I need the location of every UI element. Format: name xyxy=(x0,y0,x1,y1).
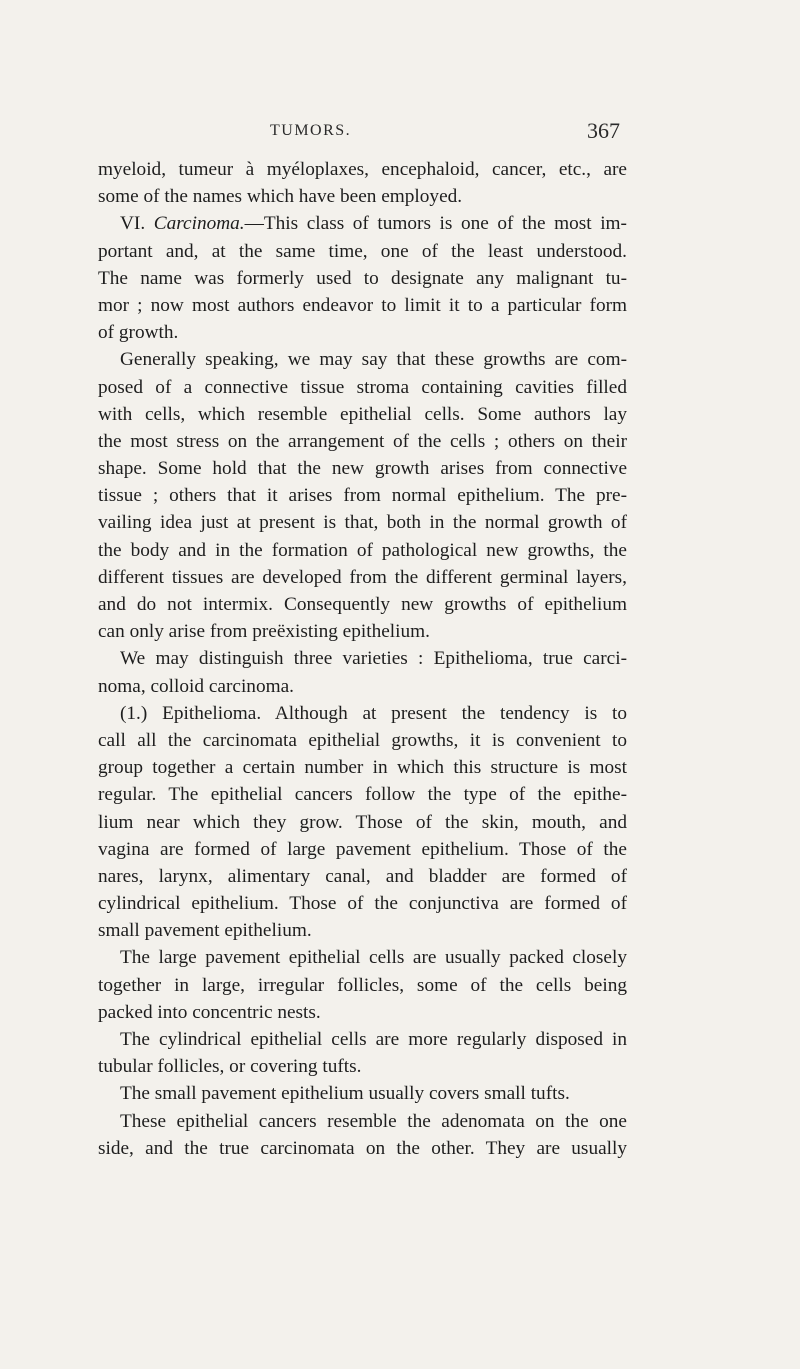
text-line: noma, colloid carcinoma. xyxy=(98,675,294,697)
text-line: small pavement epithelium. xyxy=(98,920,312,942)
text-line: lium near which they grow. Those of the skin, mouth, and xyxy=(98,811,627,833)
text-line: cylindrical epithelium. Those of the conjunctiva are formed of xyxy=(98,893,627,915)
text-line: The cylindrical epithelial cells are more regularly disposed in xyxy=(120,1029,627,1050)
text-line: can only arise from preëxisting epithelium. xyxy=(98,621,430,643)
text-line: packed into concentric nests. xyxy=(98,1001,321,1023)
text-line: mor ; now most authors endeavor to limit it to a particular form xyxy=(98,294,627,316)
text-line: The large pavement epithelial cells are usually packed closely xyxy=(120,947,627,969)
text-line: different tissues are developed from the different germinal layers, xyxy=(98,566,627,588)
page-header xyxy=(200,118,620,146)
text-line: These epithelial cancers resemble the adenomata on the one xyxy=(120,1110,627,1132)
running-title: TUMORS. xyxy=(270,122,352,139)
text-line: Generally speaking, we may say that these growths are com- xyxy=(120,349,627,371)
text-line: side, and the true carcinomata on the other. They are usually xyxy=(98,1137,627,1159)
text-line: of growth. xyxy=(98,322,179,344)
text-line: nares, larynx, alimentary canal, and bladder are formed of xyxy=(98,865,627,887)
text-line: tissue ; others that it arises from normal epithelium. The pre- xyxy=(98,485,627,507)
text-line xyxy=(98,210,627,237)
text-line: group together a certain number in which this structure is most xyxy=(98,757,627,779)
text-line: the body and in the formation of pathological new growths, the xyxy=(98,539,627,561)
section-heading-italic: Carcinoma. xyxy=(153,213,245,235)
text-line: posed of a connective tissue stroma containing cavities filled xyxy=(98,376,627,398)
text-line: tubular follicles, or covering tufts. xyxy=(98,1056,362,1078)
text-line: regular. The epithelial cancers follow the type of the epithe- xyxy=(98,784,627,806)
page-number: 367 xyxy=(587,118,620,143)
line-prefix: VI. xyxy=(120,213,154,235)
text-line: some of the names which have been employed. xyxy=(98,186,463,208)
text-line: the most stress on the arrangement of the cells ; others on their xyxy=(98,430,627,452)
body-text xyxy=(98,156,627,1162)
text-line: shape. Some hold that the new growth arises from connective xyxy=(98,458,627,480)
text-line: vagina are formed of large pavement epithelium. Those of the xyxy=(98,838,627,860)
text-line: together in large, irregular follicles, some of the cells being xyxy=(98,974,627,996)
text-line: The small pavement epithelium usually covers small tufts. xyxy=(120,1083,570,1105)
text-line: with cells, which resemble epithelial cells. Some authors lay xyxy=(98,403,627,425)
line-suffix: —This class of tumors is one of the most im- xyxy=(244,213,627,235)
text-line: The name was formerly used to designate any malignant tu- xyxy=(98,267,627,289)
text-line: portant and, at the same time, one of the least understood. xyxy=(98,240,627,262)
text-line: and do not intermix. Consequently new growths of epithelium xyxy=(98,594,627,615)
text-line: We may distinguish three varieties : Epithelioma, true carci- xyxy=(120,648,627,670)
text-line: call all the carcinomata epithelial growths, it is convenient to xyxy=(98,729,627,751)
text-line: vailing idea just at present is that, both in the normal growth of xyxy=(98,512,627,534)
text-line: myeloid, tumeur à myéloplaxes, encephaloid, cancer, etc., are xyxy=(98,159,627,180)
text-line: (1.) Epithelioma. Although at present the tendency is to xyxy=(120,702,627,724)
